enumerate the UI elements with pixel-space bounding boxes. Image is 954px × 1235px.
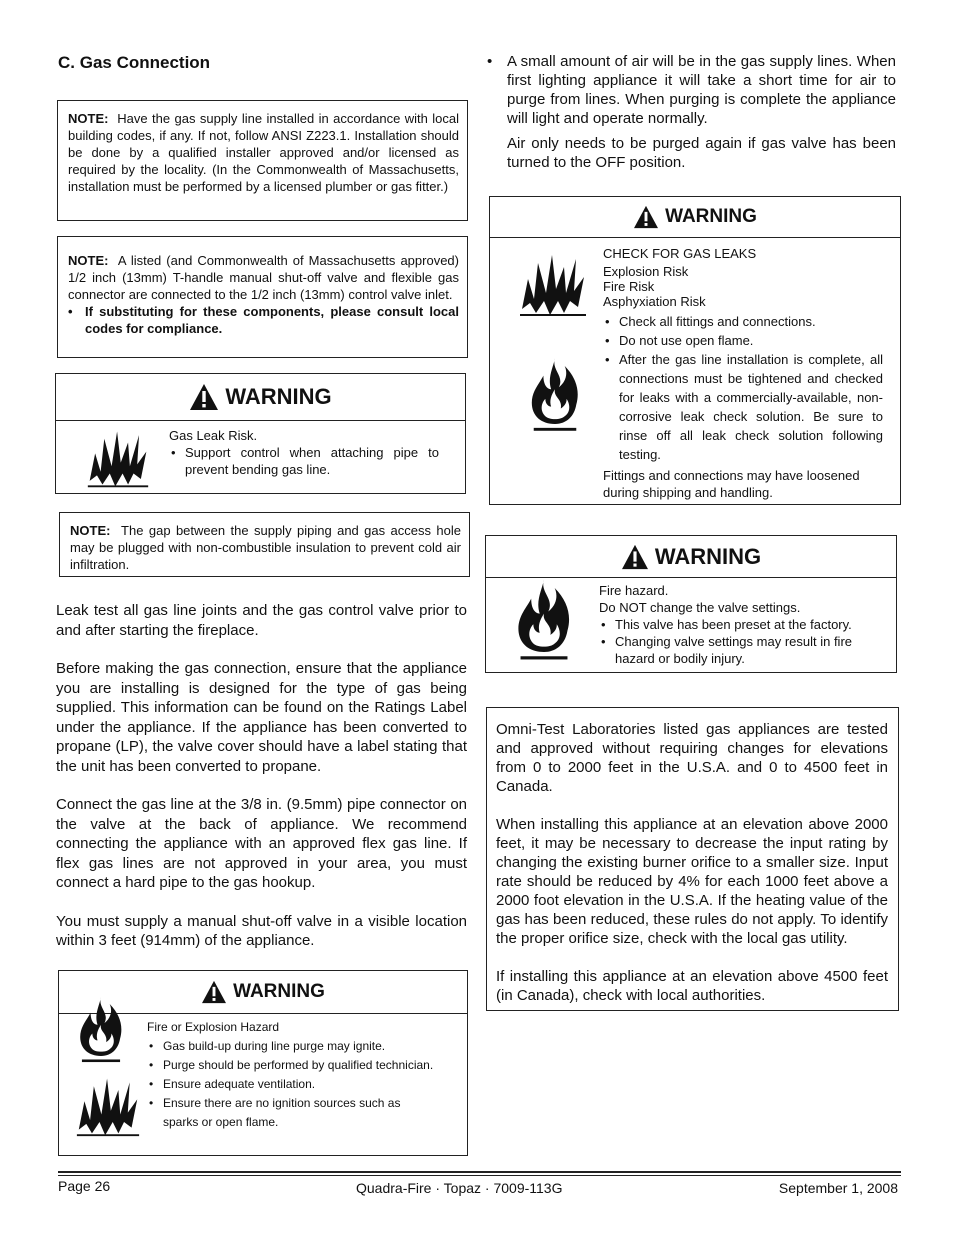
paragraph: If installing this appliance at an elevation above 4500 feet (in Canada), check with local authorities. (496, 968, 888, 1004)
warning-text (169, 427, 439, 478)
warning-triangle-icon (189, 383, 219, 411)
bullet-air-purge: • A small amount of air will be in the gas supply lines. When first lighting appliance it will take a short time for air to purge from lines. When purging is complete the appliance will light and operate normally. (487, 53, 896, 127)
flame-icon (512, 574, 576, 666)
warning-box-gas-leak (55, 373, 466, 494)
warning-triangle-icon (201, 980, 227, 1004)
warning-footer-text: Fittings and connections may have loosened during shipping and handling. (603, 468, 860, 500)
warning-line: CHECK FOR GAS LEAKS (603, 246, 757, 261)
warning-bullet: • This valve has been preset at the factory. (599, 616, 884, 633)
warning-bullet: • Gas build-up during line purge may ignite. (147, 1037, 457, 1056)
elevation-info-box (486, 707, 899, 1011)
paragraph: Connect the gas line at the 3/8 in. (9.5mm) pipe connector on the valve at the back of appliance. We recommend connecting the appliance with an approved flex gas line. If flex gas lines are not approved in your area, you must connect a hard pipe to the gas hookup. (56, 796, 467, 891)
warning-bullet: • Changing valve settings may result in fire hazard or bodily injury. (599, 633, 884, 667)
warning-text (599, 582, 884, 667)
warning-header (56, 374, 465, 421)
paragraph: Leak test all gas line joints and the gas control valve prior to and after starting the fireplace. (56, 602, 467, 639)
paragraph: Before making the gas connection, ensure that the appliance you are installing is designed for the type of gas being supplied. This information can be found on the Ratings Label under the appliance. If the appliance has been converted to propane (LP), the valve cover should have a label stating that the unit has been converted to propane. (56, 660, 467, 775)
warning-line: Do NOT change the valve settings. (599, 600, 801, 615)
warning-text (147, 1018, 457, 1132)
warning-title: WARNING (654, 543, 762, 569)
note-box-shutoff-valve (57, 236, 468, 358)
warning-line: Fire Risk (603, 279, 655, 294)
footer-rule (58, 1175, 901, 1176)
warning-triangle-icon (621, 544, 649, 570)
warning-line: Asphyxiation Risk (603, 294, 706, 309)
warning-box-fire-explosion (58, 970, 468, 1156)
warning-box-gas-leaks (489, 196, 901, 505)
explosion-icon (518, 249, 588, 319)
note-bullet: • If substituting for these components, please consult local codes for compliance. (68, 304, 459, 336)
note-label: NOTE: (68, 253, 109, 268)
warning-box-valve-settings (485, 535, 897, 673)
warning-bullet: • After the gas line installation is complete, all connections must be tightened and checked for leaks with a commercially-available, non-corrosive leak check solution. Be sure to rinse off all leak check solution following testing. (603, 350, 883, 464)
paragraph: When installing this appliance at an elevation above 2000 feet, it may be necessary to decrease the input rating by changing the existing burner orifice to a smaller size. Input rate should be reduced by 4% for each 1000 feet above a 2000 foot elevation in the U.S.A. If the heating value of the gas has been reduced, these rules do not apply. To identify the proper orifice size, check with the local gas utility. (496, 816, 888, 947)
paragraph: You must supply a manual shut-off valve in a visible location within 3 feet (914mm) of the appliance. (56, 912, 467, 949)
warning-title: WARNING (233, 981, 325, 1002)
warning-bullet: • Ensure there are no ignition sources such as sparks or open flame. (147, 1094, 457, 1132)
body-text (56, 601, 467, 951)
warning-bullet: • Ensure adequate ventilation. (147, 1075, 457, 1094)
document-date: September 1, 2008 (778, 1180, 898, 1196)
note-label: NOTE: (68, 111, 109, 126)
note-body: A listed (and Commonwealth of Massachusetts approved) 1/2 inch (13mm) T-handle manual shut-off valve and flexible gas connector are connected to the 1/2 inch (13mm) control valve inlet. (68, 253, 459, 302)
warning-intro: Gas Leak Risk. (169, 428, 258, 443)
warning-bullet: • Do not use open flame. (603, 331, 883, 350)
document-id: Quadra-Fire · Topaz · 7009-113G (356, 1180, 563, 1196)
explosion-icon (75, 1073, 141, 1139)
page-number: Page 26 (58, 1178, 111, 1194)
paragraph-air-purge: Air only needs to be purged again if gas valve has been turned to the OFF position. (507, 135, 896, 171)
bullet-text: A small amount of air will be in the gas supply lines. When first lighting appliance it will take a short time for air to purge from lines. When purging is complete the appliance will light and operate normally. (507, 53, 896, 127)
note-body: The gap between the supply piping and gas access hole may be plugged with non-combustible insulation to prevent cold air infiltration. (70, 523, 461, 572)
warning-bullet: • Purge should be performed by qualified technician. (147, 1056, 457, 1075)
note-text (60, 513, 469, 573)
note-text (58, 237, 467, 303)
note-box-gap-insulation (59, 512, 470, 577)
warning-bullet: • Check all fittings and connections. (603, 312, 883, 331)
flame-icon (526, 353, 584, 437)
note-text (58, 101, 467, 195)
warning-text (603, 245, 883, 501)
note-box-installation (57, 100, 468, 221)
warning-line: Fire hazard. (599, 583, 669, 598)
section-heading: C. Gas Connection (58, 53, 211, 72)
paragraph: Omni-Test Laboratories listed gas appliances are tested and approved without requiring changes for elevations from 0 to 2000 feet in the U.S.A. and 0 to 4500 feet in Canada. (496, 721, 888, 795)
warning-line: Explosion Risk (603, 264, 689, 279)
warning-bullet: • Support control when attaching pipe to prevent bending gas line. (169, 444, 439, 478)
warning-title: WARNING (665, 206, 757, 227)
footer-rule (58, 1171, 901, 1173)
explosion-icon (86, 426, 150, 490)
warning-triangle-icon (633, 205, 659, 229)
flame-icon (75, 991, 127, 1069)
warning-header (486, 536, 896, 578)
note-label: NOTE: (70, 523, 111, 538)
warning-title: WARNING (225, 384, 332, 409)
warning-header (490, 197, 900, 238)
warning-intro: Fire or Explosion Hazard (147, 1020, 280, 1034)
note-body: Have the gas supply line installed in accordance with local building codes, if any. If not, follow ANSI Z223.1. Installation should be done by a qualified installer approved and/or licensed as required by the locality. (In the Commonwealth of Massachusetts, installation must be performed by a licensed plumber or gas fitter.) (68, 111, 459, 194)
